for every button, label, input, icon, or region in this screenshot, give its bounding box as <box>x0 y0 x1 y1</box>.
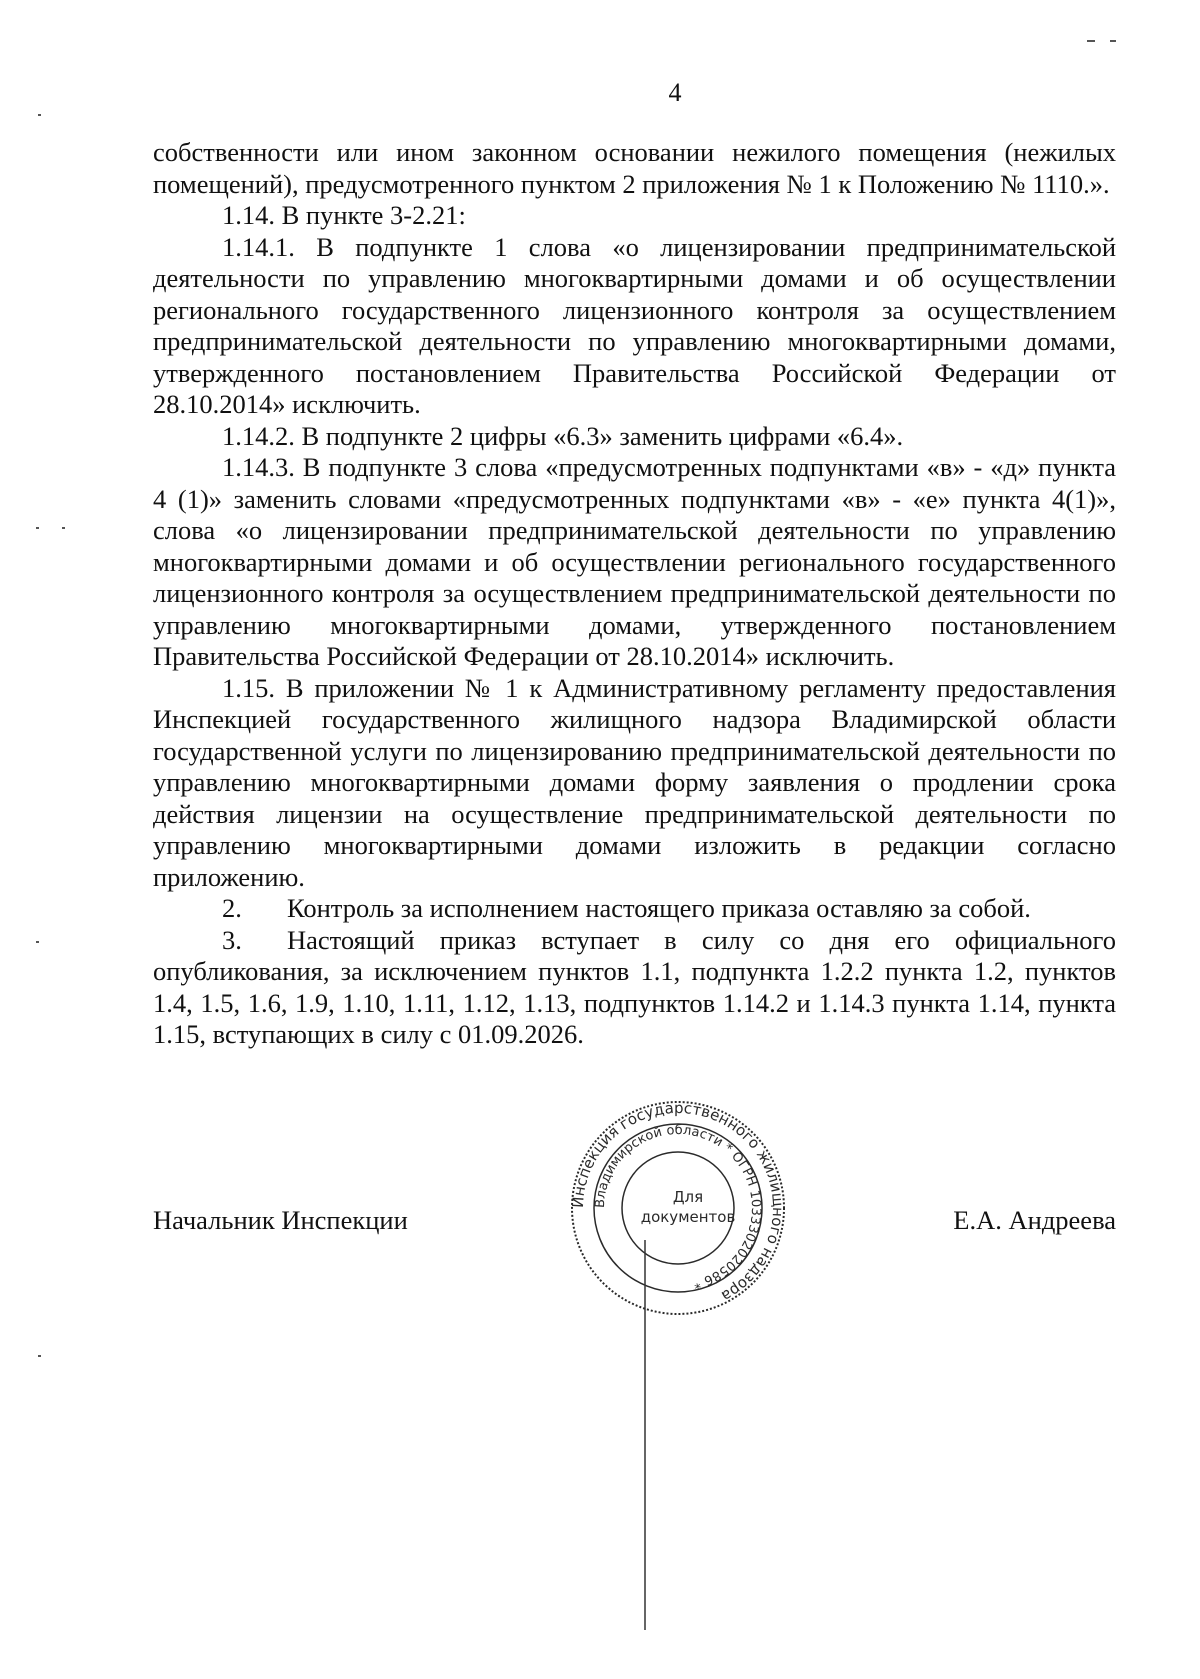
paragraph: 1.15. В приложении № 1 к Административному регламенту предоставления Инспекцией государственного жилищного надзора Владимирской области государственной услуги по лицензированию предпринимательской деятельности по управлению многоквартирными домами форму заявления о продлении срока действия лицензии на осуществление предпринимательской деятельности по управлению многоквартирными домами изложить в редакции согласно приложению. <box>153 672 1116 892</box>
signatory-name: Е.А. Андреева <box>953 1205 1116 1235</box>
signature-stroke <box>644 1240 646 1630</box>
scan-speck <box>36 527 39 529</box>
seal-outer-text: Инспекция государственного жилищного надзора <box>568 1098 788 1306</box>
numbered-item <box>153 925 1116 1051</box>
item-text: Контроль за исполнением настоящего приказа оставляю за собой. <box>287 893 1031 923</box>
seal-graphic <box>548 1098 808 1318</box>
signatory-title: Начальник Инспекции <box>153 1205 408 1235</box>
paragraph: собственности или ином законном основании нежилого помещения (нежилых помещений), предусмотренного пунктом 2 приложения № 1 к Положению № 1110.». <box>153 137 1116 199</box>
scan-speck <box>36 941 39 943</box>
official-seal <box>548 1098 808 1318</box>
scan-speck <box>38 114 41 116</box>
item-text: Настоящий приказ вступает в силу со дня его официального опубликования, за исключением пунктов 1.1, подпункта 1.2.2 пункта 1.2, пунктов 1.4, 1.5, 1.6, 1.9, 1.10, 1.11, 1.12, 1.13, подпунктов 1.14.2 и 1.14.3 пункта 1.14, пункта 1.15, вступающих в силу с 01.09.2026. <box>153 924 1116 1049</box>
item-number: 3. <box>222 924 242 955</box>
scan-speck <box>1087 40 1095 42</box>
seal-middle-text: Владимирской области * ОГРН 1033302020586 * <box>592 1122 764 1292</box>
paragraph: 1.14. В пункте 3-2.21: <box>222 200 466 230</box>
seal-center-line-2: документов <box>640 1208 736 1226</box>
page-number: 4 <box>668 78 682 107</box>
paragraph: 1.14.3. В подпункте 3 слова «предусмотренных подпунктами «в» - «д» пункта 4 (1)» заменить словами «предусмотренных подпунктами «в» - «е» пункта 4(1)», слова «о лицензировании предпринимательской деятельности по управлению многоквартирными домами и об осуществлении регионального государственного лицензионного контроля за осуществлением предпринимательской деятельности по управлению многоквартирными домами, утвержденного постановлением Правительства Российской Федерации от 28.10.2014» исключить. <box>153 452 1116 671</box>
scan-speck <box>38 1355 41 1357</box>
scan-speck <box>62 527 65 529</box>
document-body <box>153 137 1116 1051</box>
numbered-item <box>153 893 1116 925</box>
paragraph: 1.14.1. В подпункте 1 слова «о лицензировании предпринимательской деятельности по управлению многоквартирными домами и об осуществлении регионального государственного лицензионного контроля за осуществлением предпринимательской деятельности по управлению многоквартирными домами, утвержденного постановлением Правительства Российской Федерации от 28.10.2014» исключить. <box>153 231 1116 419</box>
scan-speck <box>1110 40 1116 42</box>
item-number: 2. <box>222 893 242 923</box>
seal-center-line-1: Для <box>672 1188 704 1206</box>
paragraph: 1.14.2. В подпункте 2 цифры «6.3» заменить цифрами «6.4». <box>222 420 904 451</box>
